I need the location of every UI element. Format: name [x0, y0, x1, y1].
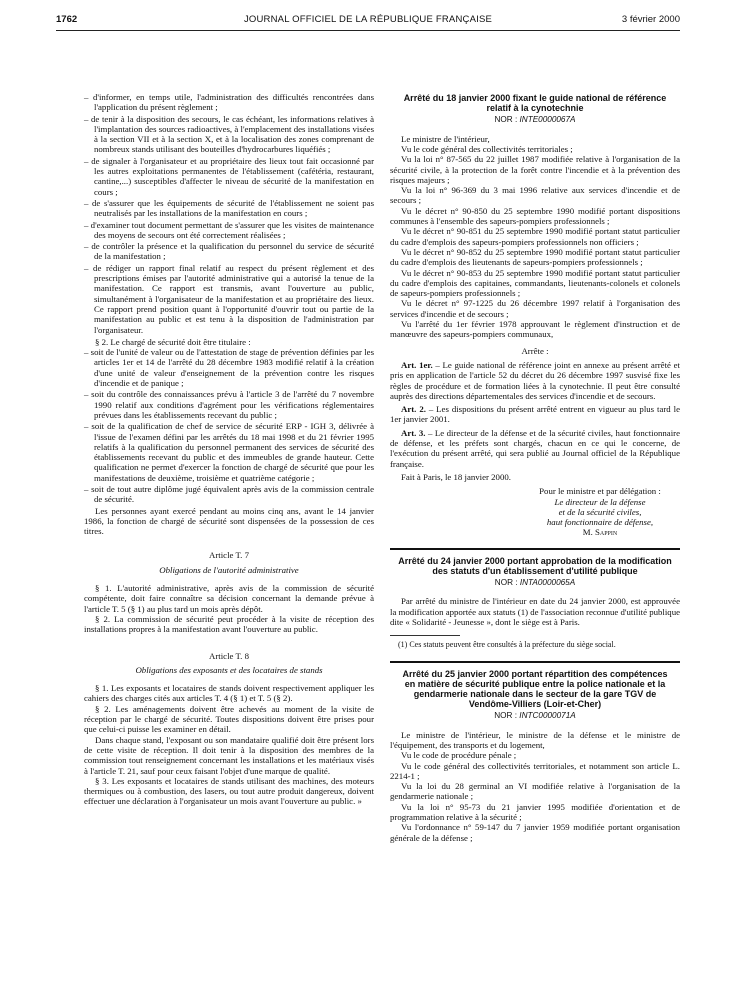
paragraph: Les personnes ayant exercé pendant au moins cinq ans, avant le 14 janvier 1986, la fonction de chargé de sécurité sont dispensées de la possession de ces titres. — [84, 505, 374, 537]
footnote: (1) Ces statuts peuvent être consultés à la préfecture du siège social. — [398, 640, 616, 650]
journal-title: JOURNAL OFFICIEL DE LA RÉPUBLIQUE FRANÇAISE — [243, 14, 493, 25]
paragraph: § 2. La commission de sécurité peut procéder à la visite de réception des installations propres à la manifestation avant l'ouverture au public. — [84, 613, 374, 635]
nor-reference: NOR : INTA0000065A — [494, 578, 576, 588]
paragraph: § 1. L'autorité administrative, après avis de la commission de sécurité compétente, doit faire connaître sa décision concernant la demande prévue à l'article T. 5 (§ 1) au plus tard un mois après dépôt. — [84, 583, 374, 614]
article-heading: Article T. 8 — [209, 650, 249, 661]
visa: Vu le code de procédure pénale ; — [401, 750, 517, 761]
visa: Vu le décret n° 90-853 du 25 septembre 1990 modifié portant statut particulier du cadre d'emplois des capitaines, commandants, lieutenants-colonels et colonels de sapeurs-pompiers professionnels ; — [390, 267, 680, 299]
visa: Vu la loi n° 96-369 du 3 mai 1996 relative aux services d'incendie et de secours ; — [390, 185, 680, 206]
paragraph: § 3. Les exposants et locataires de stands utilisant des machines, des moteurs thermiques ou à combustion, des lasers, ou tout autre produit dangereux, doivent effectuer une déclaration à l'organisateur un mois avant l'ouverture au public. » — [84, 775, 374, 807]
page-number: 1762 — [56, 14, 78, 25]
nor-reference: NOR : INTC0000071A — [494, 711, 576, 721]
article-label: Art. 3. — [401, 427, 426, 438]
issue-date: 3 février 2000 — [621, 14, 680, 25]
visa: Vu le décret n° 90-852 du 25 septembre 1990 modifié portant statut particulier du cadre d'emplois des lieutenants de sapeurs-pompiers professionnels ; — [390, 246, 680, 268]
paragraph: Le ministre de l'intérieur, le ministre de la défense et le ministre de l'équipement, des transports et du logement, — [390, 729, 680, 750]
visa: Vu le décret n° 97-1225 du 26 décembre 1997 relatif à l'organisation des services d'incendie et de secours ; — [390, 298, 680, 319]
list-item: – de rédiger un rapport final relatif au respect du présent règlement et des prescriptions émises par l'autorité administrative qui a autorisé la tenue de la manifestation. Ce rapport est transmis, avant l'ouverture au public, simultanément à l'organisateur de la manifestation et au propriétaire des lieux. Ce rapport prend position quant à l'opportunité d'ouvrir tout ou partie de la manifestation au public et est tenu à la disposition de l'administration par l'organisateur. — [84, 262, 374, 335]
signature-line: et de la sécurité civiles, — [558, 506, 642, 517]
signature-line: Pour le ministre et par délégation : — [539, 486, 661, 497]
list-item: – de s'assurer que les équipements de sécurité de l'établissement ne soient pas neutralisés par les installations de la manifestation en cours ; — [84, 197, 374, 219]
visa: Vu le code général des collectivités territoriales ; — [401, 144, 573, 154]
nor-reference: NOR : INTE0000067A — [494, 115, 576, 125]
list-item: – soit de l'unité de valeur ou de l'attestation de stage de prévention définies par les articles 1er et 14 de l'arrêté du 28 décembre 1983 modifié relatif à la création d'une unité de valeur d'enseignement de la prévention contre les risques d'incendie et de panique ; — [84, 347, 374, 389]
list-item: – d'informer, en temps utile, l'administration des difficultés rencontrées dans l'application du présent règlement ; — [84, 92, 374, 113]
footnote-rule — [390, 635, 460, 636]
list-item: – soit de la qualification de chef de service de sécurité ERP - IGH 3, délivrée à l'issue de l'examen défini par les arrêtés du 18 mai 1998 et du 21 février 1995 relatifs à la qualification du personnel permanent des services de sécurité des établissements recevant du public et des immeubles de grande hauteur. Cette qualification ne permet d'exercer la fonction de chargé de sécurité que pour les manifestations de deuxième, troisième et quatrième catégorie ; — [84, 421, 374, 483]
section-divider — [390, 661, 680, 663]
left-column — [84, 92, 374, 807]
section-divider — [390, 548, 680, 550]
article-subtitle: Obligations de l'autorité administrative — [159, 564, 299, 575]
visa: Vu la loi n° 95-73 du 21 janvier 1995 modifiée d'orientation et de programmation relative à la sécurité ; — [390, 801, 680, 823]
signature-block — [520, 486, 680, 537]
article-heading: Article T. 7 — [209, 550, 249, 561]
visa: Vu la loi n° 87-565 du 22 juillet 1987 modifiée relative à l'organisation de la sécurité civile, à la protection de la forêt contre l'incendie et à la prévention des risques majeurs ; — [390, 154, 680, 185]
article: Art. 2. – Les dispositions du présent arrêté entrent en vigueur au plus tard le 1er janvier 2001. — [390, 404, 680, 425]
done-at: Fait à Paris, le 18 janvier 2000. — [401, 471, 511, 482]
article: Art. 1er. – Le guide national de référence joint en annexe au présent arrêté et pris en application de l'article 52 du décret du 26 décembre 1997 susvisé fixe les règles de procédure et de formation liées à la cynotechnie. Il peut être consulté auprès des directions départementales des services d'incendie et de secours. — [390, 359, 680, 401]
decree-title: Arrêté du 25 janvier 2000 portant répartition des compétences en matière de sécurité publique entre la police nationale et la gendarmerie nationale dans le secteur de la gare TGV de Vendôme-Villiers (Loir-et-Cher) — [402, 668, 668, 710]
paragraph: Dans chaque stand, l'exposant ou son mandataire qualifié doit être présent lors de cette visite de réception. Il doit tenir à la disposition des membres de la commission tout renseignement concernant les installations et les matériaux visés à l'article T. 21, sauf pour ceux faisant l'objet d'une marque de qualité. — [84, 734, 374, 776]
nor-code: INTC0000071A — [519, 711, 576, 721]
list-item: – soit de tout autre diplôme jugé équivalent après avis de la commission centrale de sécurité. — [84, 483, 374, 505]
visa: Vu le décret n° 90-851 du 25 septembre 1990 modifié portant statut particulier du cadre d'emplois des sapeurs-pompiers professionnels non officiers ; — [390, 226, 680, 247]
decree-title: Arrêté du 24 janvier 2000 portant approbation de la modification des statuts d'un établissement d'utilité publique — [398, 555, 672, 576]
arrete-label: Arrête : — [521, 345, 549, 356]
list-item: – de tenir à la disposition des secours, le cas échéant, les informations relatives à l'implantation des sources radioactives, à l'emplacement des installations visées à la section VII et à la section X, et à la localisation des zones comprenant de nombreux stands utilisant des bouteilles d'hydrocarbures liquéfiés ; — [84, 113, 374, 155]
right-column — [390, 93, 680, 843]
list-item: – soit du contrôle des connaissances prévu à l'article 3 de l'arrêté du 7 novembre 1990 relatif aux conditions d'agrément pour les vérifications réglementaires prévues dans les établissements recevant du public ; — [84, 389, 374, 420]
header-rule — [56, 30, 680, 31]
signatory-name: M. Sappin — [582, 527, 618, 538]
paragraph: § 1. Les exposants et locataires de stands doivent respectivement appliquer les cahiers des charges cités aux articles T. 4 (§ 1) et T. 5 (§ 2). — [84, 683, 374, 704]
responsibilities-list — [84, 92, 374, 335]
paragraph: Par arrêté du ministre de l'intérieur en date du 24 janvier 2000, est approuvée la modification apportée aux statuts (1) de l'association reconnue d'utilité publique dite « Solidarité - Jeunesse », dont le siège est à Paris. — [390, 596, 680, 627]
article-subtitle: Obligations des exposants et des locataires de stands — [135, 664, 323, 675]
article-label: Art. 2. — [401, 404, 426, 415]
page-header — [56, 14, 680, 30]
visa: Vu l'ordonnance n° 59-147 du 7 janvier 1959 modifiée portant organisation générale de la défense ; — [390, 822, 680, 843]
visa: Vu l'arrêté du 1er février 1978 approuvant le règlement d'instruction et de manœuvre des sapeurs-pompiers communaux, — [390, 319, 680, 340]
signature-line: Le directeur de la défense — [554, 496, 646, 507]
list-item: – d'examiner tout document permettant de s'assurer que les visites de maintenance des moyens de secours ont été correctement réalisées ; — [84, 219, 374, 240]
visa: Vu le décret n° 90-850 du 25 septembre 1990 modifié portant dispositions communes à l'ensemble des sapeurs-pompiers professionnels ; — [390, 205, 680, 227]
qualifications-list — [84, 347, 374, 504]
list-item: – de signaler à l'organisateur et au propriétaire des lieux tout fait occasionné par les autres exploitations permanentes de l'établissement (cafétéria, restaurant, cantine,...) susceptibles d'affecter le niveau de sécurité de la manifestation en cours ; — [84, 155, 374, 197]
visa: Vu la loi du 28 germinal an VI modifiée relative à l'organisation de la gendarmerie nationale ; — [390, 781, 680, 802]
article-label: Art. 1er. — [401, 359, 433, 370]
paragraph: Le ministre de l'intérieur, — [401, 133, 490, 144]
article: Art. 3. – Le directeur de la défense et de la sécurité civiles, haut fonctionnaire de défense, et les préfets sont chargés, chacun en ce qui le concerne, de l'exécution du présent arrêté, qui sera publié au Journal officiel de la République française. — [390, 427, 680, 469]
visa: Vu le code général des collectivités territoriales, et notamment son article L. 2214-1 ; — [390, 760, 680, 781]
nor-code: INTA0000065A — [519, 578, 576, 588]
decree-title: Arrêté du 18 janvier 2000 fixant le guide national de référence relatif à la cynotechnie — [403, 93, 667, 114]
paragraph: § 2. Le chargé de sécurité doit être titulaire : — [95, 336, 251, 347]
list-item: – de contrôler la présence et la qualification du personnel du service de sécurité de la manifestation ; — [84, 241, 374, 262]
paragraph: § 2. Les aménagements doivent être achevés au moment de la visite de réception par le chargé de sécurité. Toutes dispositions doivent être prises pour que celui-ci puisse les examiner en détail. — [84, 703, 374, 735]
nor-code: INTE0000067A — [519, 115, 576, 125]
signature-line: haut fonctionnaire de défense, — [546, 517, 654, 528]
